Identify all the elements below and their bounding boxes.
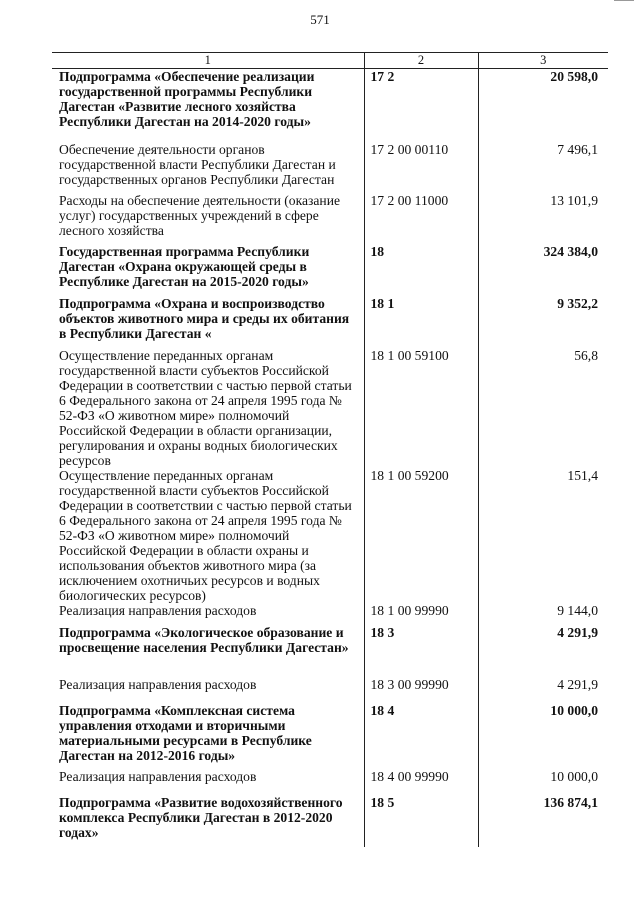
row-amount: 10 000,0 — [478, 769, 608, 795]
column-header-3: 3 — [478, 53, 608, 69]
row-amount: 324 384,0 — [478, 244, 608, 296]
row-amount: 7 496,1 — [478, 142, 608, 193]
row-name: Осуществление переданных органам государственной власти субъектов Российской Федерации в соответствии с частью первой статьи 6 Федерального закона от 24 апреля 1995 года № 52-ФЗ «О животном мире» полномочий Российской Федерации в области организации, регулирования и охраны водных биологических ресурсов — [59, 347, 352, 468]
row-code: 17 2 — [364, 69, 478, 142]
row-amount: 151,4 — [478, 468, 608, 603]
table-body — [52, 69, 608, 847]
row-amount: 4 291,9 — [478, 625, 608, 677]
row-code: 17 2 00 11000 — [364, 193, 478, 244]
table-row — [52, 703, 608, 769]
table-row — [52, 296, 608, 348]
scan-edge-mark — [614, 0, 634, 1]
row-code: 18 3 00 99990 — [364, 677, 478, 703]
budget-table — [52, 52, 608, 847]
row-amount: 9 352,2 — [478, 296, 608, 348]
row-name: Подпрограмма «Экологическое образование и просвещение населения Республики Дагестан» — [59, 624, 349, 655]
row-amount: 20 598,0 — [478, 69, 608, 142]
row-name: Обеспечение деятельности органов государственной власти Республики Дагестан и государственных органов Республики Дагестан — [59, 141, 336, 187]
column-header-2: 2 — [364, 53, 478, 69]
table-row — [52, 348, 608, 468]
row-code: 18 1 00 59100 — [364, 348, 478, 468]
table-row — [52, 795, 608, 847]
header-row — [52, 53, 608, 69]
row-amount: 10 000,0 — [478, 703, 608, 769]
table-row — [52, 193, 608, 244]
row-name: Реализация направления расходов — [59, 676, 257, 692]
row-name: Осуществление переданных органам государственной власти субъектов Российской Федерации в соответствии с частью первой статьи 6 Федерального закона от 24 апреля 1995 года № 52-ФЗ «О животном мире» полномочий Российской Федерации в области охраны и использования объектов животного мира (за исключением охотничьих ресурсов и водных биологических ресурсов) — [59, 467, 352, 603]
row-name: Государственная программа Республики Дагестан «Охрана окружающей среды в Республике Дагестан на 2015-2020 годы» — [59, 243, 310, 289]
row-code: 18 5 — [364, 795, 478, 847]
table-header — [52, 53, 608, 69]
row-code: 18 1 — [364, 296, 478, 348]
table-row — [52, 769, 608, 795]
row-code: 18 1 00 59200 — [364, 468, 478, 603]
table-row — [52, 603, 608, 625]
row-code: 18 3 — [364, 625, 478, 677]
table-row — [52, 69, 608, 142]
row-name: Подпрограмма «Комплексная система управления отходами и вторичными материальными ресурсами в Республике Дагестан на 2012-2016 годы» — [59, 702, 312, 763]
row-code: 18 4 00 99990 — [364, 769, 478, 795]
row-name: Подпрограмма «Развитие водохозяйственного комплекса Республики Дагестан в 2012-2020 годах» — [59, 794, 343, 840]
row-name: Реализация направления расходов — [59, 602, 257, 618]
row-name: Расходы на обеспечение деятельности (оказание услуг) государственных учреждений в сфере лесного хозяйства — [59, 192, 341, 238]
row-amount: 13 101,9 — [478, 193, 608, 244]
table-row — [52, 677, 608, 703]
row-amount: 9 144,0 — [478, 603, 608, 625]
row-code: 18 — [364, 244, 478, 296]
row-amount: 56,8 — [478, 348, 608, 468]
row-code: 17 2 00 00110 — [364, 142, 478, 193]
row-code: 18 4 — [364, 703, 478, 769]
table-row — [52, 142, 608, 193]
column-header-1: 1 — [52, 53, 364, 69]
row-name: Подпрограмма «Охрана и воспроизводство объектов животного мира и среды их обитания в Республики Дагестан « — [59, 295, 350, 341]
row-name: Реализация направления расходов — [59, 768, 257, 784]
table-row — [52, 468, 608, 603]
row-amount: 4 291,9 — [478, 677, 608, 703]
page-number: 571 — [310, 12, 330, 27]
table-row — [52, 244, 608, 296]
row-name: Подпрограмма «Обеспечение реализации государственной программы Республики Дагестан «Развитие лесного хозяйства Республики Дагестан на 2014-2020 годы» — [59, 69, 315, 129]
row-amount: 136 874,1 — [478, 795, 608, 847]
table-row — [52, 625, 608, 677]
row-code: 18 1 00 99990 — [364, 603, 478, 625]
